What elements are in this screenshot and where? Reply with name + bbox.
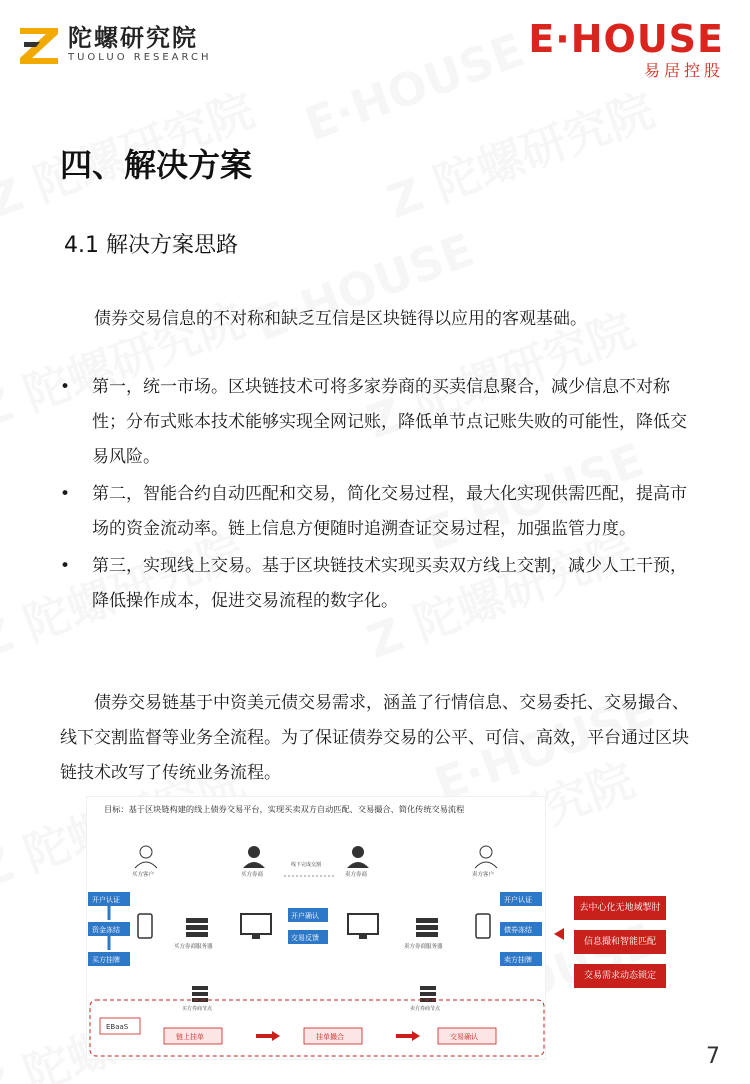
buyer-server-icon <box>186 918 208 937</box>
offline-settlement-label: 线下完成交割 <box>291 862 322 868</box>
bullet-list <box>60 370 690 621</box>
seller-step-1: 开户认证 <box>504 896 532 904</box>
buyer-step-3: 买方挂牌 <box>92 956 120 964</box>
buyer-step-1: 开户认证 <box>92 896 120 904</box>
seller-node-label: 卖方券商节点 <box>410 1006 441 1012</box>
bond-trading-flow-diagram <box>86 796 546 1060</box>
mid-step-1: 开户确认 <box>291 912 319 920</box>
seller-step-2: 债券冻结 <box>504 926 532 934</box>
seller-client-label: 卖方客户 <box>472 872 495 878</box>
seller-step-3: 卖方挂牌 <box>504 956 532 964</box>
buyer-steps <box>88 892 130 966</box>
ehouse-logo-text: E·HOUSE <box>528 17 724 61</box>
logo-name-en: TUOLUO RESEARCH <box>68 52 212 63</box>
diagram-title: 目标：基于区块链构建的线上债券交易平台，实现买卖双方自动匹配、交易撮合、简化传统交易流程 <box>104 804 465 814</box>
bullet-item: • 第二，智能合约自动匹配和交易，简化交易过程，最大化实现供需匹配，提高市场的资金流动率。链上信息方便随时追溯查证交易过程，加强监管力度。 <box>60 477 690 547</box>
bullet-item: • 第一，统一市场。区块链技术可将多家券商的买卖信息聚合，减少信息不对称性；分布式账本技术能够实现全网记账，降低单节点记账失败的可能性，降低交易风险。 <box>60 370 690 475</box>
tuoluo-logo <box>18 24 211 66</box>
buyer-broker-label: 买方券商 <box>241 872 264 878</box>
chain-step-1: 链上挂单 <box>176 1033 204 1041</box>
benefit-1: 去中心化无地域掣肘 <box>574 896 666 920</box>
benefit-2: 信息撮和智能匹配 <box>574 930 666 954</box>
body-paragraph: 债券交易链基于中资美元债交易需求，涵盖了行情信息、交易委托、交易撮合、线下交割监督等业务全流程。为了保证债券交易的公平、可信、高效，平台通过区块链技术改写了传统业务流程。 <box>60 693 689 783</box>
buyer-node-label: 买方券商节点 <box>182 1006 213 1012</box>
seller-broker-label: 卖方券商 <box>345 872 368 878</box>
chain-step-3: 交易确认 <box>450 1033 478 1041</box>
page-header <box>0 0 750 80</box>
ebaas-label: EBaaS <box>106 1023 129 1031</box>
logo-name-cn: 陀螺研究院 <box>68 24 198 52</box>
ehouse-logo-sub: 易居控股 <box>643 61 724 80</box>
buyer-server-label: 买方券商服务器 <box>174 944 213 950</box>
seller-server-label: 卖方券商服务器 <box>404 944 443 950</box>
seller-steps <box>500 892 542 966</box>
intro-paragraph: 债券交易信息的不对称和缺乏互信是区块链得以应用的客观基础。 <box>94 309 587 329</box>
buyer-step-2: 资金冻结 <box>92 926 120 934</box>
subsection-title: 4.1 解决方案思路 <box>64 233 238 258</box>
tuoluo-z-icon <box>18 24 60 66</box>
ehouse-logo <box>528 18 724 81</box>
benefit-3: 交易需求动态锁定 <box>574 964 666 988</box>
chain-step-2: 挂单撮合 <box>316 1033 344 1041</box>
bullet-item: • 第三，实现线上交易。基于区块链技术实现买卖双方线上交割，减少人工干预，降低操作成本，促进交易流程的数字化。 <box>60 549 690 619</box>
section-title: 四、解决方案 <box>60 146 253 184</box>
seller-server-icon <box>416 918 438 937</box>
page-number: 7 <box>706 1044 720 1069</box>
mid-step-2: 交易反馈 <box>291 934 319 942</box>
buyer-client-label: 买方客户 <box>132 872 155 878</box>
